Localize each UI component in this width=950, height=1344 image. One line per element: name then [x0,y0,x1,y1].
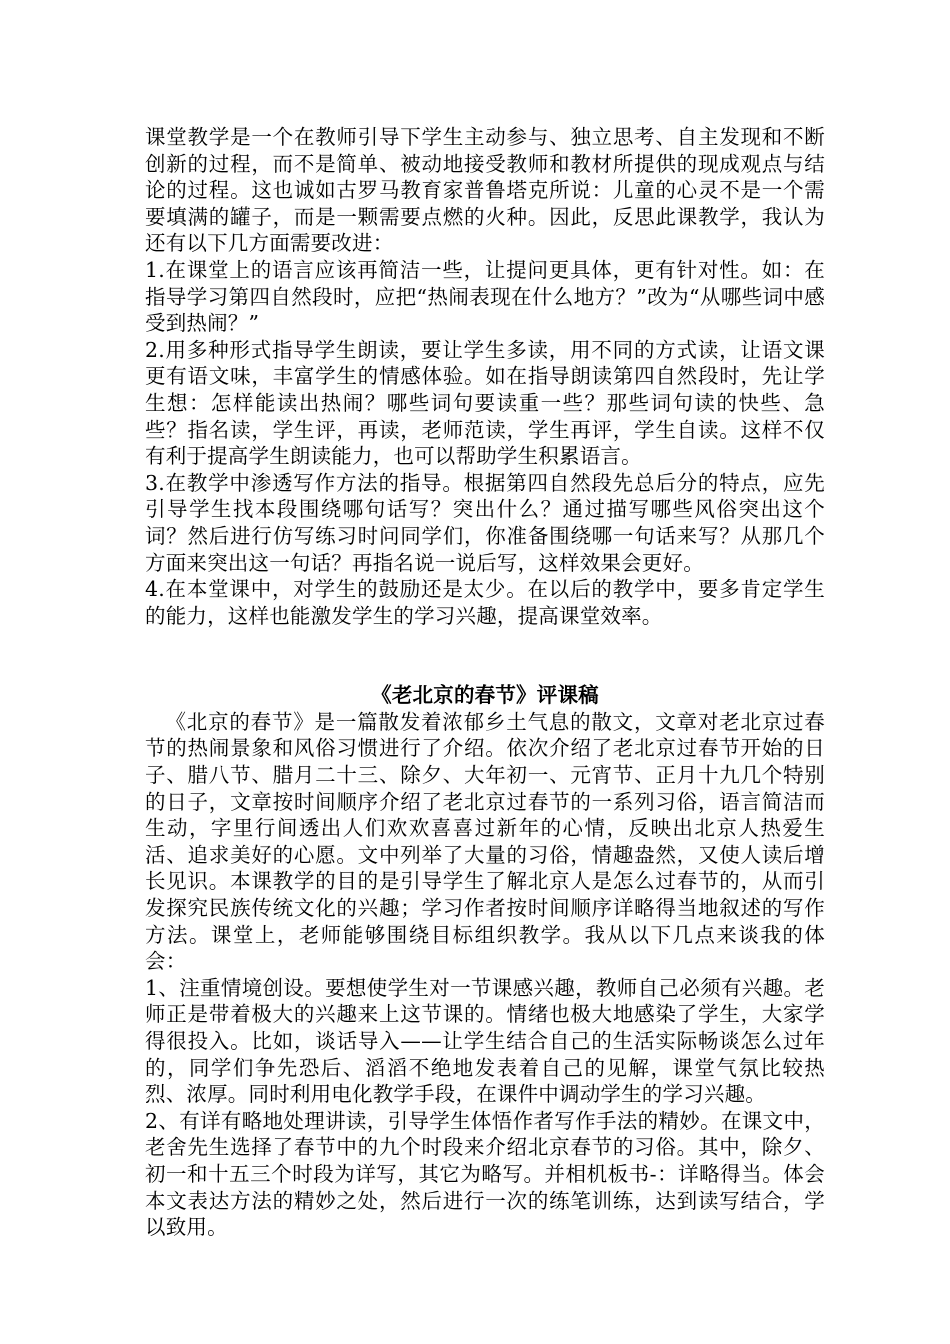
reflection-intro-paragraph: 课堂教学是一个在教师引导下学生主动参与、独立思考、自主发现和不断创新的过程，而不是简单、被动地接受教师和教材所提供的现成观点与结论的过程。这也诚如古罗马教育家普鲁塔克所说：儿童的心灵不是一个需要填满的罐子，而是一颗需要点燃的火种。因此，反思此课教学，我认为还有以下几方面需要改进： [145,125,825,256]
reflection-point-1: 1.在课堂上的语言应该再简洁一些，让提问更具体，更有针对性。如：在指导学习第四自然段时，应把“热闹表现在什么地方？”改为“从哪些词中感受到热闹？” [145,257,825,336]
reflection-point-4: 4.在本堂课中，对学生的鼓励还是太少。在以后的教学中，要多肯定学生的能力，这样也能激发学生的学习兴趣，提高课堂效率。 [145,577,825,628]
evaluation-title: 《老北京的春节》评课稿 [371,683,599,708]
section-spacer [145,629,825,682]
evaluation-intro-paragraph: 《北京的春节》是一篇散发着浓郁乡土气息的散文，文章对老北京过春节的热闹景象和风俗习惯进行了介绍。依次介绍了老北京过春节开始的日子、腊八节、腊月二十三、除夕、大年初一、元宵节、正月十九几个特别的日子，文章按时间顺序介绍了老北京过春节的一系列习俗，语言简洁而生动，字里行间透出人们欢欢喜喜过新年的心情，反映出北京人热爱生活、追求美好的心愿。文中列举了大量的习俗，情趣盎然，又使人读后增长见识。本课教学的目的是引导学生了解北京人是怎么过春节的，从而引发探究民族传统文化的兴趣；学习作者按时间顺序详略得当地叙述的写作方法。课堂上，老师能够围绕目标组织教学。我从以下几点来谈我的体会： [145,709,825,974]
document-body [145,124,825,1241]
reflection-point-3: 3.在教学中渗透写作方法的指导。根据第四自然段先总后分的特点，应先引导学生找本段围绕哪句话写？突出什么？通过描写哪些风俗突出这个词？然后进行仿写练习时问同学们，你准备围绕哪一句话来写？从那几个方面来突出这一句话？再指名说一说后写，这样效果会更好。 [145,470,825,575]
reflection-point-2: 2.用多种形式指导学生朗读，要让学生多读，用不同的方式读，让语文课更有语文味，丰富学生的情感体验。如在指导朗读第四自然段时，先让学生想：怎样能读出热闹？哪些词句要读重一些？那些词句读的快些、急些？指名读，学生评，再读，老师范读，学生再评，学生自读。这样不仅有利于提高学生朗读能力，也可以帮助学生积累语言。 [145,337,825,469]
evaluation-point-2: 2、有详有略地处理讲读，引导学生体悟作者写作手法的精妙。在课文中，老舍先生选择了春节中的九个时段来介绍北京春节的习俗。其中，除夕、初一和十五三个时段为详写，其它为略写。并相机板书-：详略得当。体会本文表达方法的精妙之处，然后进行一次的练笔训练，达到读写结合，学以致用。 [145,1108,825,1240]
evaluation-point-1: 1、注重情境创设。要想使学生对一节课感兴趣，教师自己必须有兴趣。老师正是带着极大的兴趣来上这节课的。情绪也极大地感染了学生，大家学得很投入。比如，谈话导入——让学生结合自己的生活实际畅谈怎么过年的，同学们争先恐后、滔滔不绝地发表着自己的见解，课堂气氛比较热烈、浓厚。同时利用电化教学手段，在课件中调动学生的学习兴趣。 [145,975,825,1107]
